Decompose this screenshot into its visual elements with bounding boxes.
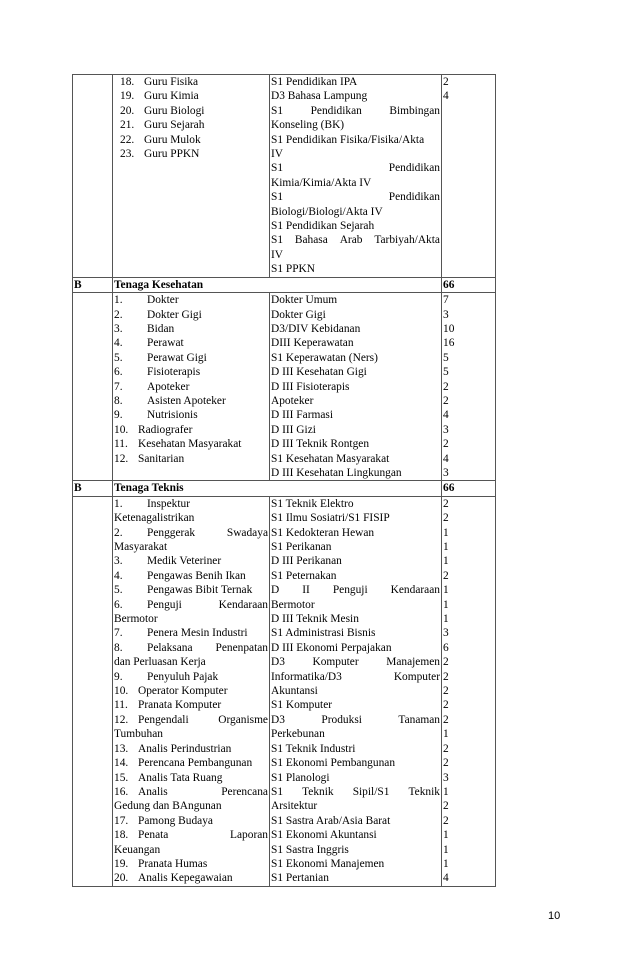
list-item: D III Farmasi	[271, 409, 333, 422]
item-number: 3.	[114, 322, 123, 335]
item-number: 23.	[120, 148, 135, 161]
qualification-list	[271, 293, 440, 480]
word: Pendidikan	[388, 162, 440, 175]
list-item: 2	[443, 685, 449, 698]
item-label: Masyarakat	[114, 541, 168, 553]
code-cell	[73, 75, 113, 278]
list-item	[114, 742, 268, 756]
item-label: Radiografer	[138, 423, 193, 436]
list-item	[114, 104, 268, 118]
item-label: Pengawas Bibit Ternak	[147, 584, 253, 597]
list-item: S1 Sastra Inggris	[271, 843, 349, 856]
word: Kendaraan	[390, 584, 440, 597]
list-item: S1 PPKN	[271, 263, 315, 276]
section-title: Tenaga Kesehatan	[113, 277, 442, 292]
item-label: Perencana	[221, 785, 268, 798]
list-item: 2	[443, 699, 449, 712]
list-item	[271, 233, 440, 247]
list-item: 2	[443, 814, 449, 827]
item-label: Bermotor	[114, 613, 158, 626]
word: Pendidikan	[310, 104, 362, 117]
code-cell	[73, 293, 113, 481]
item-label: dan Perluasan Kerja	[114, 656, 206, 669]
item-lead	[114, 526, 195, 540]
count-list	[443, 75, 494, 104]
item-lead	[114, 828, 168, 842]
list-item: S1 Ekonomi Akuntansi	[271, 829, 377, 842]
position-list	[114, 497, 268, 886]
word: Pendidikan	[388, 191, 440, 204]
item-number: 8.	[114, 394, 123, 407]
list-item: 2	[443, 742, 449, 755]
item-number: 18.	[120, 76, 135, 88]
item-label: Bidan	[147, 322, 175, 335]
item-number: 9.	[114, 409, 123, 422]
item-number: 6.	[114, 598, 123, 611]
list-item	[114, 133, 268, 147]
item-label: Fisioterapis	[147, 366, 201, 379]
list-item: 2	[443, 800, 449, 813]
list-item: Akuntansi	[271, 685, 318, 698]
list-item: Biologi/Biologi/Akta IV	[271, 205, 383, 218]
item-number: 10.	[114, 423, 129, 436]
word: Sipil/S1	[352, 785, 390, 798]
list-item	[114, 511, 268, 525]
item-label: Medik Veteriner	[147, 555, 222, 568]
item-label: Gedung dan BAngunan	[114, 800, 222, 813]
list-item	[114, 380, 268, 394]
list-item: 7	[443, 294, 449, 307]
list-item: 3	[443, 771, 449, 784]
word: S1	[271, 104, 284, 117]
item-number: 17.	[114, 814, 129, 827]
list-item	[114, 641, 268, 655]
item-label: Ketenagalistrikan	[114, 512, 195, 525]
list-item: S1 Perikanan	[271, 541, 332, 553]
list-item	[114, 540, 268, 554]
item-number: 22.	[120, 133, 135, 146]
item-label: Pranata Humas	[138, 857, 208, 870]
list-item: S1 Keperawatan (Ners)	[271, 351, 378, 364]
word: Teknik	[408, 785, 440, 798]
list-item	[114, 785, 268, 799]
item-number: 5.	[114, 351, 123, 364]
item-label: Perencana Pembangunan	[138, 757, 253, 770]
item-number: 8.	[114, 641, 123, 654]
list-item: S1 Ekonomi Manajemen	[271, 857, 385, 870]
list-item	[114, 727, 268, 741]
list-item: 4	[443, 90, 449, 103]
word: Teknik	[302, 785, 334, 798]
word: S1	[271, 234, 284, 247]
item-label: Swadaya	[226, 526, 268, 539]
item-label: Pengendali	[138, 713, 189, 726]
list-item: 2	[443, 76, 449, 88]
item-label: Penggerak	[147, 526, 196, 539]
item-number: 10.	[114, 685, 129, 698]
list-item: 2	[443, 757, 449, 770]
list-item	[114, 857, 268, 871]
item-number: 21.	[120, 119, 135, 132]
item-label: Penguji	[147, 598, 182, 611]
list-item: 2	[443, 438, 449, 451]
list-item: 3	[443, 466, 449, 479]
item-label: Guru Biologi	[144, 104, 205, 117]
list-item: Dokter Gigi	[271, 308, 326, 321]
list-item: D3/DIV Kebidanan	[271, 322, 361, 335]
position-list	[114, 293, 268, 466]
list-item: D III Kesehatan Gigi	[271, 366, 367, 379]
list-item: 2	[443, 713, 449, 726]
item-label: Guru Mulok	[144, 133, 201, 146]
item-number: 18.	[114, 829, 129, 842]
word: Komputer	[312, 656, 359, 669]
list-item	[114, 670, 268, 684]
item-label: Pengawas Benih Ikan	[147, 569, 246, 582]
table-row-kesehatan	[73, 293, 496, 481]
list-item: 1	[443, 843, 449, 856]
list-item: Perkebunan	[271, 728, 325, 741]
item-number: 12.	[114, 452, 129, 465]
list-item: 1	[443, 857, 449, 870]
item-number: 4.	[114, 337, 123, 350]
list-item: D III Gizi	[271, 423, 316, 436]
item-number: 15.	[114, 771, 129, 784]
list-item	[114, 351, 268, 365]
list-item	[114, 554, 268, 568]
list-item: 4	[443, 452, 449, 465]
list-item: 1	[443, 598, 449, 611]
list-item	[271, 670, 440, 684]
list-item	[114, 799, 268, 813]
list-item	[114, 118, 268, 132]
list-item	[114, 713, 268, 727]
list-item	[114, 698, 268, 712]
item-number: 2.	[114, 526, 123, 539]
list-item	[114, 843, 268, 857]
list-item	[114, 336, 268, 350]
list-item: 1	[443, 728, 449, 741]
list-item: 6	[443, 641, 449, 654]
list-item	[114, 814, 268, 828]
qualification-cell	[270, 75, 442, 278]
position-cell	[113, 75, 270, 278]
word: Informatika/D3	[271, 670, 342, 683]
list-item: Kimia/Kimia/Akta IV	[271, 176, 372, 189]
position-cell	[113, 293, 270, 481]
list-item: 2	[443, 512, 449, 525]
list-item	[114, 423, 268, 437]
item-label: Penera Mesin Industri	[147, 627, 248, 640]
item-number: 11.	[114, 699, 128, 712]
list-item: 16	[443, 337, 455, 350]
word: S1	[271, 162, 284, 175]
list-item	[114, 612, 268, 626]
list-item	[114, 526, 268, 540]
list-item: 2	[443, 569, 449, 582]
list-item: D III Perikanan	[271, 555, 342, 568]
section-title: Tenaga Teknis	[113, 481, 442, 496]
section-header-row	[73, 481, 496, 496]
section-total: 66	[442, 277, 496, 292]
list-item: S1 Planologi	[271, 771, 330, 784]
list-item: Apoteker	[271, 394, 314, 407]
item-label: Guru Sejarah	[144, 119, 205, 132]
word: Bimbingan	[389, 104, 440, 117]
list-item: IV	[271, 248, 284, 261]
word: S1	[271, 191, 284, 204]
list-item: S1 Sastra Arab/Asia Barat	[271, 814, 391, 827]
section-header-row	[73, 277, 496, 292]
count-list	[443, 293, 494, 480]
table-row-teknis	[73, 496, 496, 886]
list-item: DIII Keperawatan	[271, 337, 354, 350]
item-label: Keuangan	[114, 843, 161, 856]
item-label: Apoteker	[147, 380, 190, 393]
word: Tanaman	[398, 713, 440, 726]
section-code: B	[73, 277, 113, 292]
list-item: S1 Ilmu Sosiatri/S1 FISIP	[271, 512, 390, 525]
list-item: 1	[443, 785, 449, 798]
item-label: Guru Fisika	[144, 76, 199, 88]
list-item: S1 Kesehatan Masyarakat	[271, 452, 390, 465]
list-item	[114, 89, 268, 103]
item-label: Analis Tata Ruang	[138, 771, 223, 784]
item-label: Pamong Budaya	[138, 814, 213, 827]
list-item	[114, 147, 268, 161]
list-item: S1 Teknik Elektro	[271, 497, 354, 510]
item-number: 19.	[114, 857, 129, 870]
word: D3	[271, 713, 285, 726]
item-label: Penenpatan	[215, 641, 268, 654]
count-cell	[442, 293, 496, 481]
list-item	[114, 771, 268, 785]
position-cell	[113, 496, 270, 886]
list-item: S1 Peternakan	[271, 569, 337, 582]
list-item	[114, 293, 268, 307]
list-item: S1 Kedokteran Hewan	[271, 526, 375, 539]
list-item	[271, 104, 440, 118]
list-item	[114, 452, 268, 466]
item-label: Pranata Komputer	[138, 699, 222, 712]
word: Manajemen	[386, 656, 440, 669]
list-item	[114, 394, 268, 408]
item-number: 6.	[114, 366, 123, 379]
list-item: Bermotor	[271, 598, 315, 611]
list-item: S1 Ekonomi Pembangunan	[271, 757, 396, 770]
list-item: S1 Pendidikan IPA	[271, 76, 358, 88]
item-label: Analis Perindustrian	[138, 742, 232, 755]
list-item	[271, 583, 440, 597]
word: D	[271, 584, 280, 597]
item-lead	[114, 598, 182, 612]
list-item: S1 Pendidikan Fisika/Fisika/Akta	[271, 133, 425, 146]
list-item: 2	[443, 394, 449, 407]
list-item: D3 Bahasa Lampung	[271, 90, 368, 103]
list-item: 3	[443, 627, 449, 640]
item-number: 13.	[114, 742, 129, 755]
qualification-cell	[270, 293, 442, 481]
list-item: 3	[443, 308, 449, 321]
list-item: D III Teknik Mesin	[271, 613, 359, 626]
list-item: 1	[443, 613, 449, 626]
item-label: Dokter Gigi	[147, 308, 202, 321]
list-item: D III Ekonomi Perpajakan	[271, 641, 392, 654]
list-item: 1	[443, 829, 449, 842]
list-item	[114, 684, 268, 698]
word: Komputer	[393, 670, 440, 683]
list-item: 2	[443, 656, 449, 669]
list-item: 5	[443, 366, 449, 379]
list-item: Konseling (BK)	[271, 119, 345, 132]
list-item	[114, 408, 268, 422]
list-item: 2	[443, 497, 449, 510]
qualification-list	[271, 497, 440, 886]
list-item: 1	[443, 555, 449, 568]
word: D3	[271, 656, 285, 669]
item-label: Operator Komputer	[138, 685, 228, 698]
item-lead	[114, 641, 193, 655]
item-label: Guru Kimia	[144, 90, 199, 103]
list-item	[114, 322, 268, 336]
item-number: 2.	[114, 308, 123, 321]
item-number: 9.	[114, 670, 123, 683]
list-item: 1	[443, 526, 449, 539]
item-label: Analis	[138, 785, 168, 798]
item-label: Kesehatan Masyarakat	[138, 438, 242, 451]
list-item: 1	[443, 541, 449, 553]
list-item	[114, 497, 268, 511]
item-label: Penata	[138, 829, 169, 842]
item-number: 19.	[120, 90, 135, 103]
item-label: Tumbuhan	[114, 728, 163, 741]
item-number: 7.	[114, 380, 123, 393]
count-cell	[442, 496, 496, 886]
item-label: Sanitarian	[138, 452, 185, 465]
item-number: 1.	[114, 497, 123, 510]
item-number: 12.	[114, 713, 129, 726]
list-item	[114, 583, 268, 597]
item-label: Laporan	[230, 829, 268, 842]
item-label: Guru PPKN	[144, 148, 200, 161]
item-number: 20.	[114, 872, 129, 885]
item-label: Penyuluh Pajak	[147, 670, 219, 683]
item-label: Perawat	[147, 337, 184, 350]
item-number: 4.	[114, 569, 123, 582]
item-label: Analis Kepegawaian	[138, 872, 233, 885]
position-list	[114, 75, 268, 161]
item-label: Inspektur	[147, 497, 191, 510]
list-item: 2	[443, 380, 449, 393]
list-item: D III Kesehatan Lingkungan	[271, 466, 402, 479]
item-lead	[114, 785, 168, 799]
code-cell	[73, 496, 113, 886]
item-number: 11.	[114, 438, 128, 451]
list-item: S1 Administrasi Bisnis	[271, 627, 376, 640]
qualification-cell	[270, 496, 442, 886]
table-row-guru	[73, 75, 496, 278]
qualification-list	[271, 75, 440, 277]
list-item	[271, 655, 440, 669]
list-item	[114, 437, 268, 451]
list-item: S1 Pertanian	[271, 872, 329, 885]
word: Bahasa	[294, 234, 328, 247]
item-lead	[114, 713, 189, 727]
item-number: 16.	[114, 785, 129, 798]
item-number: 7.	[114, 627, 123, 640]
section-code: B	[73, 481, 113, 496]
list-item: 4	[443, 409, 449, 422]
word: Arab	[339, 234, 363, 247]
section-total: 66	[442, 481, 496, 496]
list-item	[271, 785, 440, 799]
item-number: 1.	[114, 294, 123, 307]
list-item: S1 Pendidikan Sejarah	[271, 220, 375, 233]
list-item	[114, 655, 268, 669]
page-number: 10	[548, 910, 561, 922]
list-item: 4	[443, 872, 449, 885]
item-number: 3.	[114, 555, 123, 568]
item-label: Kendaraan	[218, 598, 268, 611]
item-number: 5.	[114, 584, 123, 597]
staff-table	[72, 74, 496, 887]
list-item: 3	[443, 423, 449, 436]
word: Tarbiyah/Akta	[374, 234, 440, 247]
list-item	[114, 569, 268, 583]
list-item	[271, 190, 440, 204]
item-label: Perawat Gigi	[147, 351, 207, 364]
list-item: Dokter Umum	[271, 294, 338, 307]
list-item: S1 Komputer	[271, 699, 333, 712]
list-item: Arsitektur	[271, 800, 318, 813]
list-item: 5	[443, 351, 449, 364]
item-number: 14.	[114, 757, 129, 770]
list-item	[271, 713, 440, 727]
list-item: 2	[443, 670, 449, 683]
item-number: 20.	[120, 104, 135, 117]
word: Produksi	[321, 713, 362, 726]
list-item: D III Fisioterapis	[271, 380, 350, 393]
list-item: 10	[443, 322, 455, 335]
list-item	[114, 365, 268, 379]
word: Penguji	[332, 584, 368, 597]
word: S1	[271, 785, 284, 798]
list-item: S1 Teknik Industri	[271, 742, 356, 755]
list-item	[114, 598, 268, 612]
count-list	[443, 497, 494, 886]
list-item	[114, 626, 268, 640]
list-item: 1	[443, 584, 449, 597]
item-label: Asisten Apoteker	[147, 394, 226, 407]
word: II	[302, 584, 310, 597]
list-item	[114, 75, 268, 89]
list-item	[114, 308, 268, 322]
list-item: D III Teknik Rontgen	[271, 438, 370, 451]
item-label: Organisme	[218, 713, 268, 726]
list-item	[114, 828, 268, 842]
item-label: Nutrisionis	[147, 409, 198, 422]
list-item: IV	[271, 148, 284, 161]
item-label: Pelaksana	[147, 641, 193, 654]
item-label: Dokter	[147, 294, 179, 307]
count-cell	[442, 75, 496, 278]
list-item	[114, 756, 268, 770]
list-item	[271, 161, 440, 175]
list-item	[114, 871, 268, 885]
